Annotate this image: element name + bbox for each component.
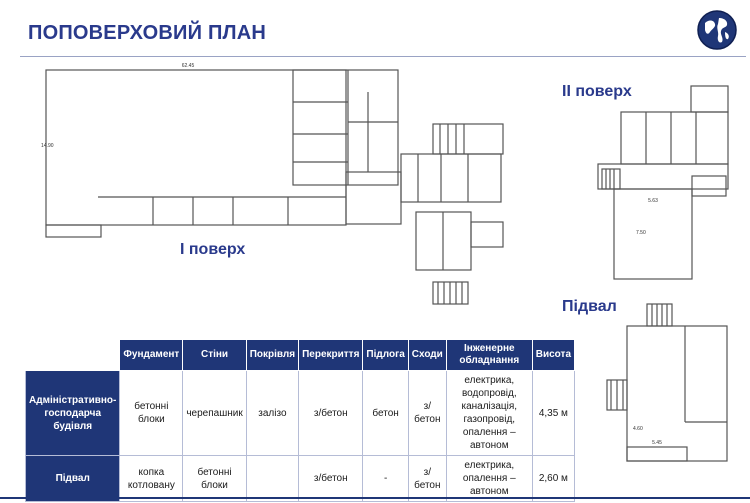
table-header-cell: Сходи — [408, 340, 446, 371]
table-header-cell — [26, 340, 120, 371]
table-header-cell: Стіни — [183, 340, 246, 371]
basement-plan — [597, 302, 739, 472]
row-label: Адміністративно-господарча будівля — [26, 371, 120, 456]
first-floor-side-dim: 14.90 — [41, 143, 54, 149]
table-cell: бетонні блоки — [120, 371, 183, 456]
table-cell: 2,60 м — [532, 456, 574, 502]
basement-height-dim: 4.60 — [633, 426, 643, 432]
globe-icon — [697, 10, 737, 50]
table-header-cell: Висота — [532, 340, 574, 371]
second-floor-label: ІІ поверх — [562, 83, 632, 100]
row-label: Підвал — [26, 456, 120, 502]
building-spec-table — [25, 339, 575, 502]
basement-width-dim: 5.45 — [652, 440, 662, 446]
table-cell: з/бетон — [299, 456, 363, 502]
table-header-cell: Покрівля — [246, 340, 298, 371]
table-cell: з/бетон — [299, 371, 363, 456]
table-cell — [246, 456, 298, 502]
table-cell: - — [363, 456, 408, 502]
table-header-cell: Фундамент — [120, 340, 183, 371]
bottom-divider — [0, 497, 750, 499]
table-cell: бетонні блоки — [183, 456, 246, 502]
table-cell: електрика, водопровід, каналізація, газопровід, опалення – автоном — [446, 371, 532, 456]
table-cell: 4,35 м — [532, 371, 574, 456]
first-floor-plan — [38, 62, 513, 307]
table-cell: бетон — [363, 371, 408, 456]
table-header-cell: Підлога — [363, 340, 408, 371]
first-floor-label: І поверх — [180, 241, 246, 258]
basement-label: Підвал — [562, 298, 617, 315]
second-floor-plan — [596, 84, 738, 282]
table-row — [26, 371, 575, 456]
table-cell: черепашник — [183, 371, 246, 456]
table-row — [26, 456, 575, 502]
second-floor-height-dim: 7.50 — [636, 230, 646, 236]
table-cell: з/бетон — [408, 456, 446, 502]
table-cell: копка котловану — [120, 456, 183, 502]
table-cell: електрика, опалення – автоном — [446, 456, 532, 502]
table-header-cell: Інженерне обладнання — [446, 340, 532, 371]
second-floor-width-dim: 5.63 — [648, 198, 658, 204]
first-floor-overall-dim: 62.45 — [181, 63, 195, 69]
table-header-row — [26, 340, 575, 371]
title-divider — [20, 56, 746, 57]
table-header-cell: Перекриття — [299, 340, 363, 371]
table-cell: з/бетон — [408, 371, 446, 456]
page-title: ПОПОВЕРХОВИЙ ПЛАН — [28, 22, 267, 44]
table-cell: залізо — [246, 371, 298, 456]
